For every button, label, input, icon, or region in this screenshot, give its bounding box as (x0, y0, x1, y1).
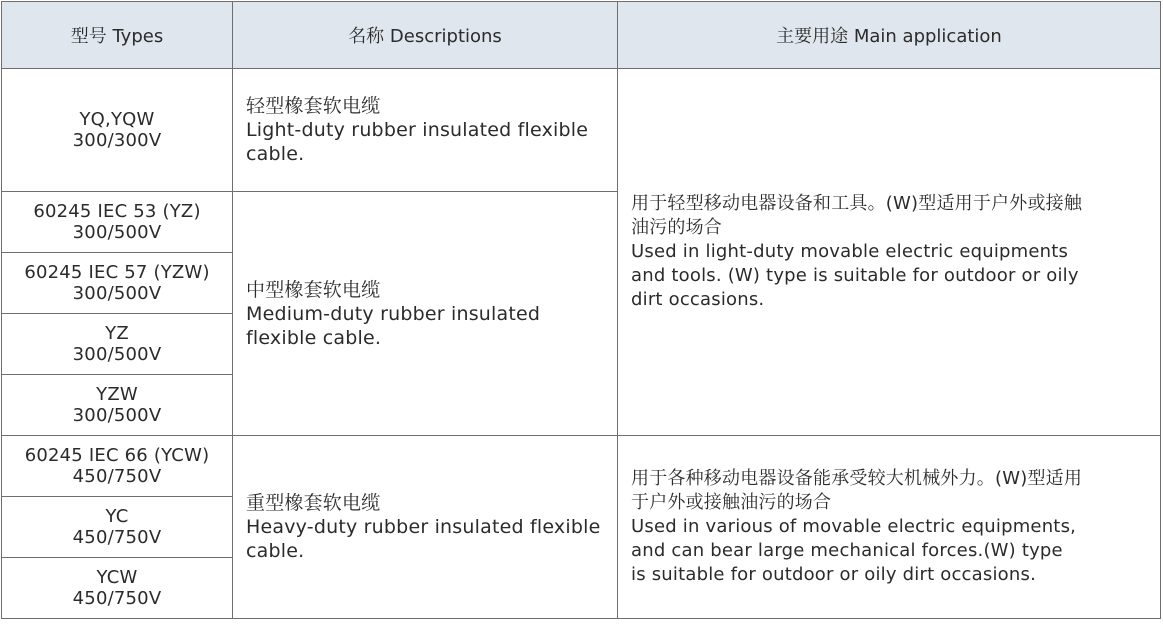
table-row (2, 69, 1161, 192)
application-cell (618, 69, 1161, 436)
application-en-line: Used in various of movable electric equipments, (631, 516, 1077, 537)
application-cn-line: 用于各种移动电器设备能承受较大机械外力。(W)型适用 (631, 468, 1083, 489)
description-en-line: cable. (246, 540, 305, 562)
type-cell (2, 497, 233, 558)
type-cell (2, 436, 233, 497)
type-model: 60245 IEC 66 (YCW) (24, 445, 210, 466)
table-row (2, 436, 1161, 497)
type-cell (2, 375, 233, 436)
type-cell (2, 253, 233, 314)
type-cell (2, 69, 233, 192)
application-cn-line: 于户外或接触油污的场合 (631, 492, 832, 513)
type-cell (2, 192, 233, 253)
type-voltage: 300/500V (72, 405, 162, 426)
application-en-line: and tools. (W) type is suitable for outdoor or oily (631, 265, 1079, 286)
header-row (2, 2, 1161, 69)
description-cn: 重型橡套软电缆 (246, 492, 381, 514)
type-model: YQ,YQW (79, 109, 155, 130)
type-voltage: 300/500V (72, 344, 162, 365)
type-model: YZ (105, 323, 129, 344)
description-cn: 轻型橡套软电缆 (246, 95, 381, 117)
header-descriptions: 名称 Descriptions (233, 2, 618, 69)
application-cn-line: 油污的场合 (631, 217, 722, 238)
description-en-line: Light-duty rubber insulated flexible (246, 119, 589, 141)
description-en-line: Heavy-duty rubber insulated flexible (246, 516, 601, 538)
description-en-line: cable. (246, 143, 305, 165)
description-en-line: Medium-duty rubber insulated (246, 302, 541, 325)
type-voltage: 450/750V (72, 466, 162, 487)
application-en-line: and can bear large mechanical forces.(W) type (631, 540, 1063, 561)
type-cell (2, 558, 233, 619)
application-en-line: is suitable for outdoor or oily dirt occasions. (631, 564, 1036, 585)
type-model: 60245 IEC 57 (YZW) (24, 262, 210, 283)
description-en-line: flexible cable. (246, 326, 382, 349)
cable-spec-table (1, 1, 1161, 619)
header-types: 型号 Types (2, 2, 233, 69)
type-voltage: 300/300V (72, 130, 162, 151)
type-voltage: 450/750V (72, 527, 162, 548)
description-cell (233, 192, 618, 436)
type-voltage: 450/750V (72, 588, 162, 609)
application-cn-line: 用于轻型移动电器设备和工具。(W)型适用于户外或接触 (631, 193, 1083, 214)
application-en-line: Used in light-duty movable electric equipments (631, 241, 1069, 262)
type-model: YZW (96, 384, 138, 405)
header-application: 主要用途 Main application (618, 2, 1161, 69)
description-cell (233, 436, 618, 619)
type-model: 60245 IEC 53 (YZ) (33, 201, 201, 222)
type-voltage: 300/500V (72, 222, 162, 243)
type-cell (2, 314, 233, 375)
type-voltage: 300/500V (72, 283, 162, 304)
application-cell (618, 436, 1161, 619)
type-model: YC (105, 506, 129, 527)
description-cell (233, 69, 618, 192)
application-en-line: dirt occasions. (631, 289, 765, 310)
description-cn: 中型橡套软电缆 (246, 278, 381, 301)
type-model: YCW (96, 567, 138, 588)
